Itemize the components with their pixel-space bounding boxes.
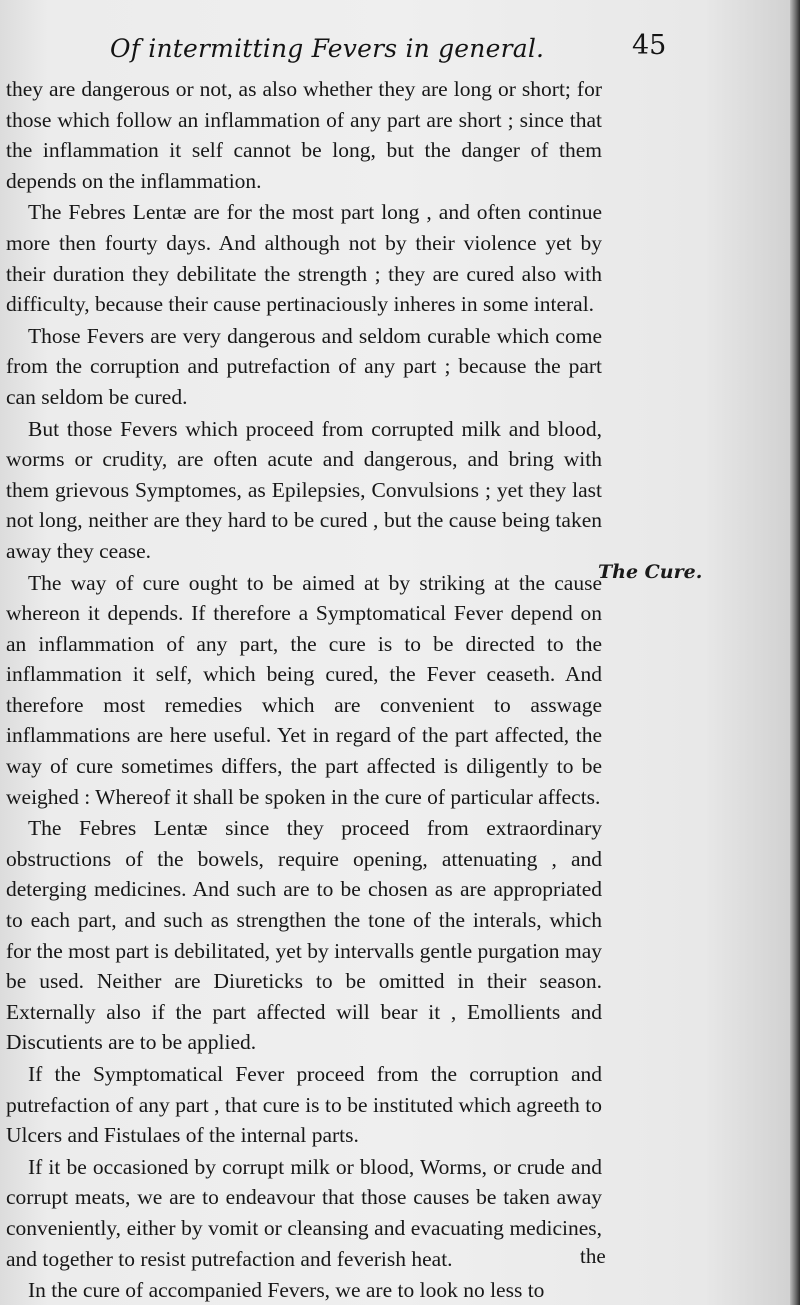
body-text [6, 74, 602, 1305]
paragraph: Those Fevers are very dangerous and seldom curable which come from the corruption and putrefaction of any part ; because the part can seldom be cured. [6, 323, 602, 409]
page-edge-shadow [790, 0, 800, 1305]
page-header [0, 30, 800, 74]
paragraph: If the Symptomatical Fever proceed from the corruption and putrefaction of any part , that cure is to be instituted which agreeth to Ulcers and Fistulaes of the internal parts. [6, 1062, 602, 1148]
running-title: Of intermitting Fevers in general. [110, 34, 545, 63]
paragraph: But those Fevers which proceed from corrupted milk and blood, worms or crudity, are often acute and dangerous, and bring with them grievous Symptomes, as Epilepsies, Convulsions ; yet they last not long, neither are they hard to be cured , but the cause being taken away they cease. [6, 416, 602, 563]
paragraph: they are dangerous or not, as also whether they are long or short; for those which follow an inflammation of any part are short ; since that the inflammation it self cannot be long, but the danger of them depends on the inflammation. [6, 77, 602, 193]
paragraph: The Febres Lentæ are for the most part long , and often continue more then fourty days. And although not by their violence yet by their duration they debilitate the strength ; they are cured also with difficulty, because their cause pertinaciously inheres in some interal. [6, 200, 602, 317]
margin-note: The Cure. [598, 561, 703, 583]
paragraph: The Febres Lentæ since they proceed from extraordinary obstructions of the bowels, require opening, attenuating , and deterging medicines. And such are to be chosen as are appropriated to each part, and such as strengthen the tone of the interals, which for the most part is debilitated, yet by intervalls gentle purgation may be used. Neither are Diureticks to be omitted in their season. Externally also if the part affected will bear it , Emollients and Discutients are to be applied. [6, 816, 602, 1055]
show-through-text [678, 90, 788, 1090]
paragraph: If it be occasioned by corrupt milk or blood, Worms, or crude and corrupt meats, we are to endeavour that those causes be taken away conveniently, either by vomit or cleansing and evacuating medicines, and together to resist putrefaction and feverish heat. [6, 1154, 602, 1271]
page-number: 45 [632, 30, 667, 61]
catchword: the [580, 1244, 606, 1268]
paragraph: The way of cure ought to be aimed at by striking at the cause whereon it depends. If therefore a Symptomatical Fever depend on an inflammation of any part, the cure is to be directed to the inflammation it self, which being cured, the Fever ceaseth. And therefore most remedies which are convenient to asswage inflammations are here useful. Yet in regard of the part affected, the way of cure sometimes differs, the part affected is diligently to be weighed : Whereof it shall be spoken in the cure of particular affects. [6, 570, 602, 809]
paragraph: In the cure of accompanied Fevers, we are to look no less to [28, 1278, 545, 1303]
